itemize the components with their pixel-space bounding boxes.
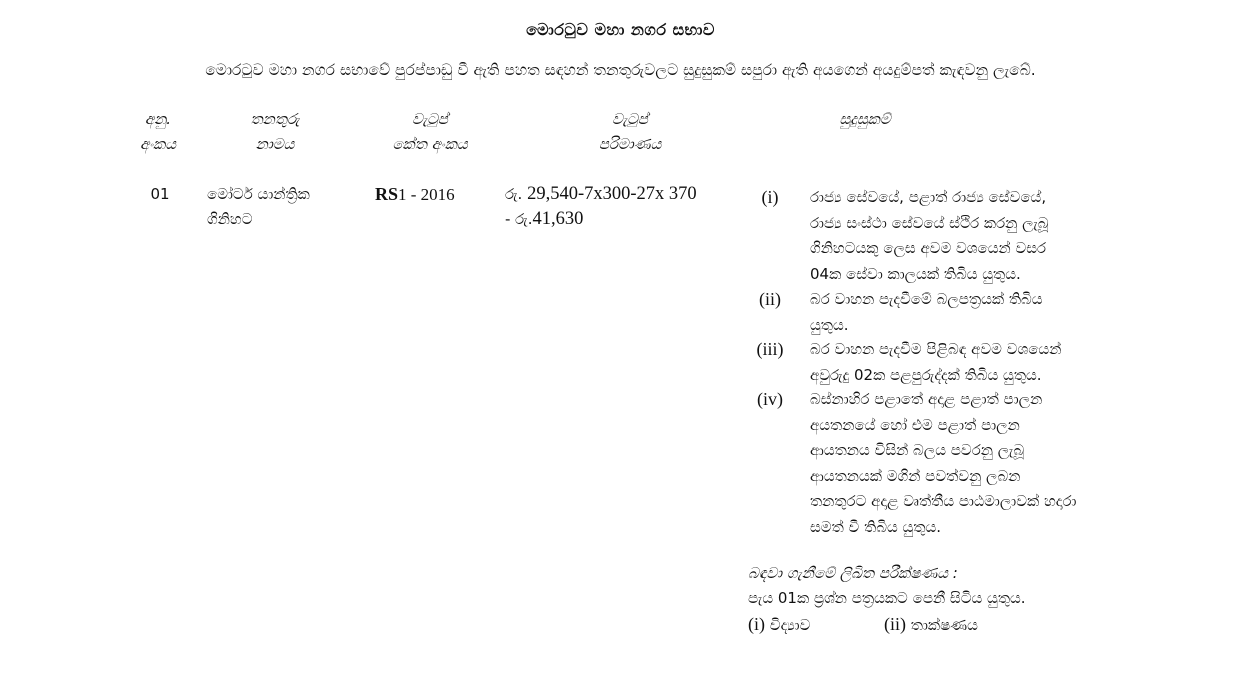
qualification-text [810,387,1134,540]
salary-scale-line1 [505,182,745,207]
column-header-salary-scale [570,107,690,157]
qualification-text [810,185,1134,287]
exam-subject-number: (i) [748,614,765,634]
column-header-no [108,107,208,157]
qualification-line: රාජ්‍ය සේවයේ, පළාත් රාජ්‍ය සේවයේ, [810,188,1047,206]
column-header-salary-scale-line2: පරිමාණය [598,135,662,153]
qualification-number: (i) [761,187,779,207]
exam-subject-name: තාක්ෂණය [910,616,978,634]
qualification-line: ආයතනය විසින් බලය පවරනු ලැබූ [810,441,1025,459]
column-header-salary-code-line2: කේත අංකය [392,135,468,153]
qualification-number: (iv) [757,389,783,409]
post-name-line1: මෝටර් යාන්ත්‍රික [207,185,310,203]
qualification-line: සමත් වී තිබිය යුතුය. [810,517,942,536]
salary-scale-line1-value: 29,540-7x300-27x 370 [527,184,697,204]
exam-subject-name: විද්‍යාව [769,616,811,634]
qualification-line: අයතනයේ හෝ එම පළාත් පාලන [810,415,1020,434]
salary-code [375,182,495,208]
column-header-post [220,107,330,157]
salary-scale [505,182,745,232]
qualification-line: බස්නාහිර පළාතේ අදාළ පළාත් පාලන [810,390,1043,408]
salary-scale-line2-value: 41,630 [532,209,584,229]
column-header-no-line1: අනු. [144,110,172,128]
salary-code-prefix: RS [375,184,399,204]
qualification-line: අවුරුදු 02ක පළපුරුද්දක් තිබිය යුතුය. [810,365,1042,384]
qualification-line: ගිනිහටයකු ලෙස අවම වශයෙන් වසර [810,239,1047,257]
salary-scale-line1-prefix: රු. [505,185,528,203]
qualification-line: ආයතනයක් මගින් පවත්වනු ලබන [810,466,1021,485]
column-header-salary-code [365,107,495,157]
exam-title: බඳවා ගැනීමේ ලිඛිත පරීක්ෂණය : [748,564,958,582]
qualification-text [810,287,1134,338]
exam-subject [748,614,810,635]
column-header-post-line1: තනතුරු [250,110,300,128]
column-header-no-line2: අංකය [139,135,176,153]
row-number: 01 [150,185,170,203]
column-header-post-line2: නාමය [255,135,295,153]
column-header-salary-code-line1: වැටුප් [412,110,448,128]
qualification-line: යුතුය. [810,315,849,334]
qualification-line: රාජ්‍ය සංස්ථා සේවයේ ස්ථිර කරනු ලැබූ [810,213,1049,232]
qualification-number: (iii) [756,339,784,359]
qualification-line: තනතුරට අදාළ වෘත්තීය පාඨමාලාවක් හදාරා [810,492,1077,510]
document-title: මොරටුව මහා නගර සභාව [526,20,715,39]
salary-code-rest: 1 - 2016 [398,185,455,204]
salary-scale-line2 [505,207,745,232]
qualification-number: (ii) [759,289,781,309]
intro-paragraph: මොරටුව මහා නගර සභාවේ පුරප්පාඩු වී ඇති පහත සඳහන් තනතුරුවලට සුදුසුකම් සපුරා ඇති අයගෙන් අයදුම්පත් කැඳවනු ලැබේ. [205,61,1036,79]
column-header-qualifications: සුදුසුකම් [839,110,891,128]
qualification-text [810,337,1134,388]
exam-subject-number: (ii) [884,614,906,634]
column-header-salary-scale-line1: වැටුප් [612,110,648,128]
qualification-line: බර වාහන පැදවීම පිළිබඳ අවම වශයෙන් [810,340,1062,358]
qualification-line: 04ක සේවා කාලයක් තිබිය යුතුය. [810,264,1021,283]
qualification-line: බර වාහන පැදවීමේ බලපත්‍රයක් තිබිය [810,290,1043,308]
exam-description: පැය 01ක ප්‍රශ්න පත්‍රයකට පෙනී සිටිය යුතුය. [748,589,1026,607]
salary-scale-line2-prefix: - රු. [505,210,533,228]
post-name-line2: ගිනිහට [207,210,253,228]
post-name [207,182,357,232]
exam-subject [884,614,978,635]
